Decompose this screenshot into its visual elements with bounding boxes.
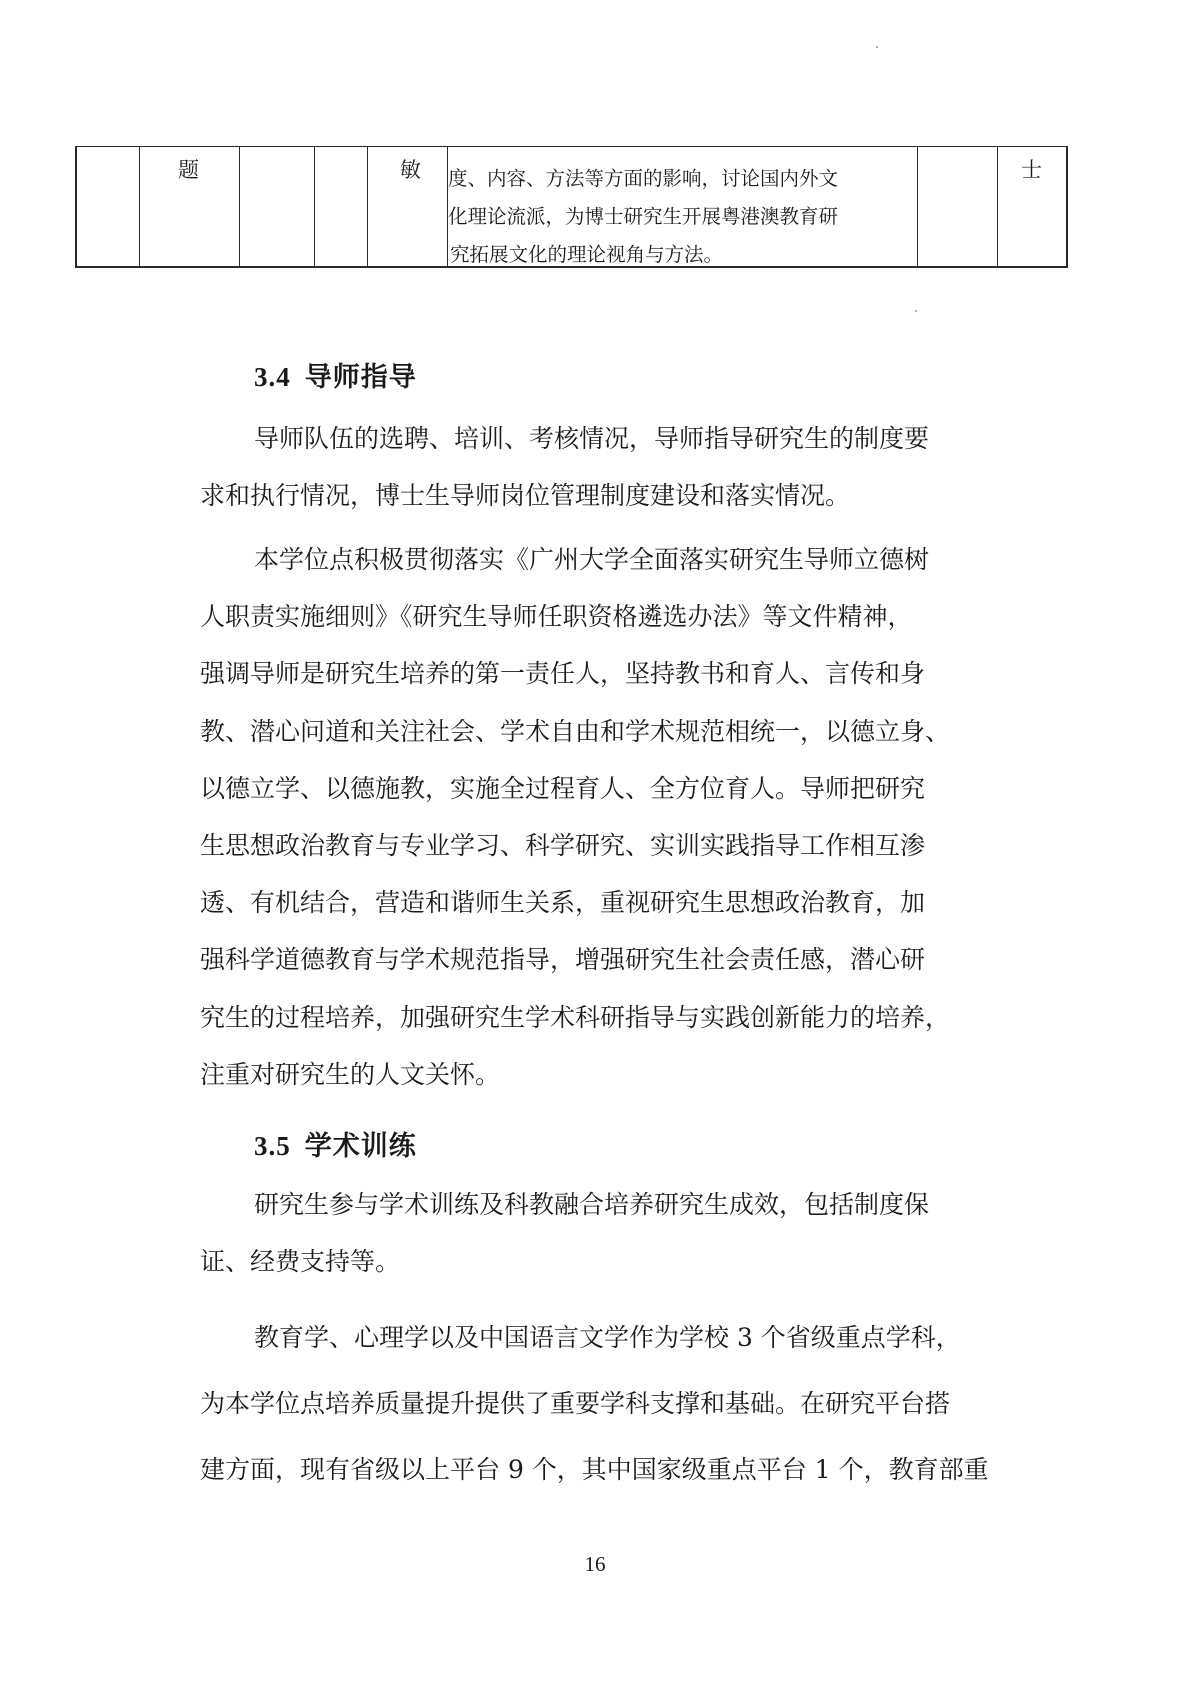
paragraph-line: 强科学道德教育与学术规范指导，增强研究生社会责任感，潜心研 [200,945,926,975]
table-column-divider [997,147,998,266]
page-number: 16 [584,1552,606,1576]
table-cell-col2: 题 [178,158,199,182]
paragraph-line: 强调导师是研究生培养的第一责任人，坚持教书和育人、言传和身 [200,659,926,689]
table-cell-col8: 士 [1021,158,1042,182]
paragraph-line: 人职责实施细则》《研究生导师任职资格遴选办法》等文件精神， [200,602,913,632]
paragraph-line: 生思想政治教育与专业学习、科学研究、实训实践指导工作相互渗 [200,831,926,861]
table-column-divider [314,147,315,266]
section-number: 3.5 [254,1131,291,1161]
section-3-4-intro [200,410,1020,524]
paragraph-line: 导师队伍的选聘、培训、考核情况，导师指导研究生的制度要 [254,424,930,453]
section-heading-3-4 [254,355,417,394]
table-cell-line: 度、内容、方法等方面的影响，讨论国内外文 [448,167,839,190]
paragraph-line: 以德立学、以德施教，实施全过程育人、全方位育人。导师把研究 [200,773,926,803]
table-column-divider [139,147,140,266]
table-cell-line: 究拓展文化的理论视角与方法。 [450,243,724,266]
section-title: 学术训练 [304,1131,417,1162]
paragraph-line: 为本学位点培养质量提升提供了重要学科支撑和基础。在研究平台搭 [200,1389,951,1418]
scan-speck [915,310,917,312]
section-3-5-intro [200,1176,1020,1290]
table-column-divider [239,147,240,266]
section-title: 导师指导 [304,362,417,393]
table-cell-col6 [448,160,923,274]
paragraph-line: 本学位点积极贯彻落实《广州大学全面落实研究生导师立德树 [254,545,930,574]
paragraph-line: 教、潜心问道和关注社会、学术自由和学术规范相统一，以德立身、 [200,716,951,746]
scan-speck [876,46,878,48]
paragraph-line: 证、经费支持等。 [200,1247,401,1276]
paragraph-line: 研究生参与学术训练及科教融合培养研究生成效，包括制度保 [254,1190,930,1219]
paragraph-line: 透、有机结合，营造和谐师生关系，重视研究生思想政治教育，加 [200,888,926,918]
table-column-divider [367,147,368,266]
section-number: 3.4 [254,362,291,392]
paragraph-line: 求和执行情况，博士生导师岗位管理制度建设和落实情况。 [200,481,851,510]
section-heading-3-5 [254,1124,417,1163]
paragraph-line: 教育学、心理学以及中国语言文学作为学校 3 个省级重点学科， [254,1323,961,1352]
paragraph-line: 建方面，现有省级以上平台 9 个，其中国家级重点平台 1 个，教育部重 [200,1455,989,1484]
section-3-5-body [200,1305,1020,1503]
paragraph-line: 究生的过程培养，加强研究生学术科研指导与实践创新能力的培养， [200,1002,951,1032]
paragraph-line: 注重对研究生的人文关怀。 [200,1059,501,1089]
section-3-4-body [200,531,1020,1103]
table-cell-col5: 敏 [400,158,421,182]
table-cell-line: 化理论流派，为博士研究生开展粤港澳教育研 [448,205,839,228]
